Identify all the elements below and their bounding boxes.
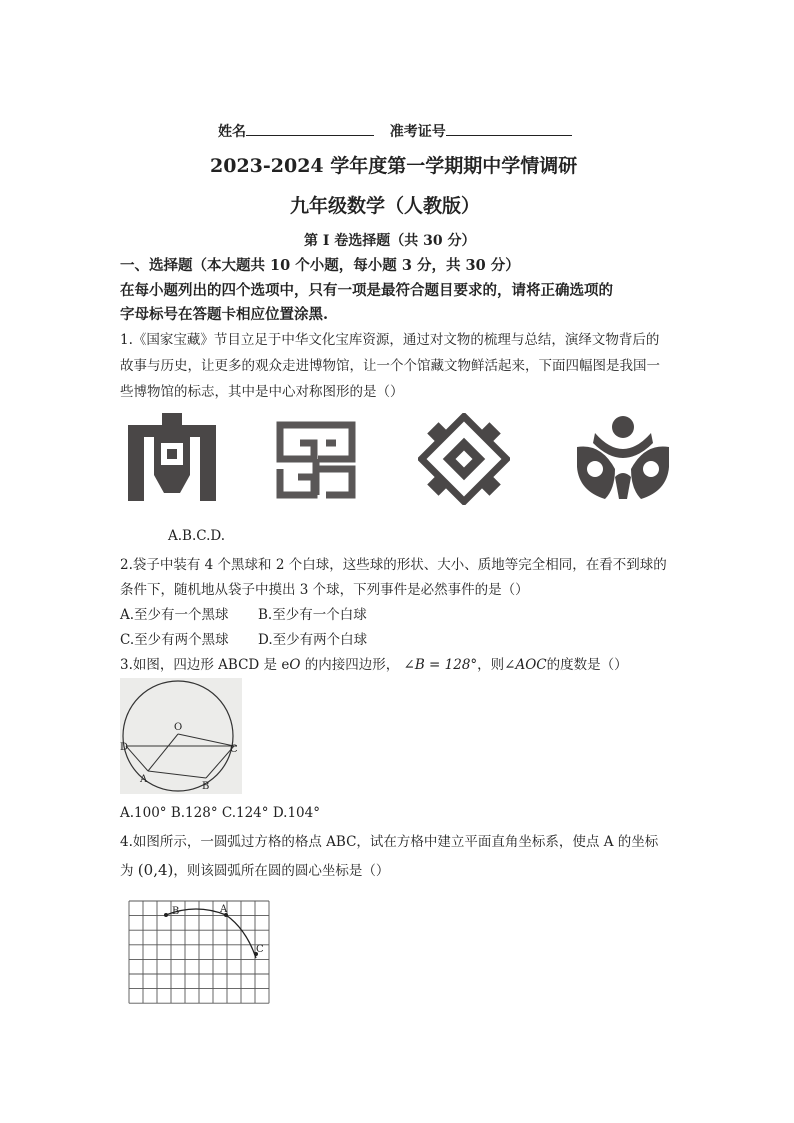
- q3-middle-2: ，则: [477, 657, 505, 673]
- q3-middle: 的内接四边形，: [304, 657, 400, 673]
- q1-line-3: 些博物馆的标志，其中是中心对称图形的是（）: [120, 384, 404, 400]
- exam-id-label: 准考证号: [389, 124, 446, 140]
- q3-options: A.100° B.128° C.124° D.104°: [120, 805, 320, 821]
- q3-label-o: O: [174, 722, 183, 733]
- section-heading: 一、选择题（本大题共 10 个小题，每小题 3 分，共 30 分）: [120, 257, 520, 274]
- q3-angle-b: ∠B = 128°: [403, 657, 478, 673]
- q4-line-1: 4.如图所示，一圆弧过方格的格点 ABC，试在方格中建立平面直角坐标系，使点 A 的坐标: [120, 834, 659, 850]
- q4-label-c: C: [256, 944, 264, 955]
- q2-option-d: D.至少有两个白球: [258, 632, 368, 648]
- q4-line-2-prefix: 为: [120, 863, 134, 879]
- museum-logo-c: [418, 413, 510, 505]
- q4-grid-figure: [126, 898, 272, 1006]
- museum-logo-a: [128, 413, 216, 501]
- q3-label-a: A: [140, 774, 148, 785]
- q4-coordinate: (0,4): [137, 861, 174, 879]
- museum-logo-d: [575, 413, 671, 501]
- q3-prefix: 3.如图，四边形 ABCD 是: [120, 657, 278, 673]
- page-title: 2023-2024 学年度第一学期期中学情调研: [210, 155, 578, 177]
- q2-option-c: C.至少有两个黑球: [120, 632, 229, 648]
- q1-line-1: 1.《国家宝藏》节目立足于中华文化宝库资源，通过对文物的梳理与总结，演绎文物背后的: [120, 332, 660, 348]
- section-instruction-1: 在每小题列出的四个选项中，只有一项是最符合题目要求的，请将正确选项的: [120, 282, 613, 299]
- q1-line-2: 故事与历史，让更多的观众走进博物馆，让一个个馆藏文物鲜活起来，下面四幅图是我国一: [120, 358, 660, 374]
- q3-stem: [120, 653, 628, 673]
- q3-label-c: C: [230, 744, 238, 755]
- q3-circle-figure: [120, 678, 242, 794]
- volume-title: 第 I 卷选择题（共 30 分）: [304, 233, 476, 249]
- q4-line-2-suffix: ，则该圆弧所在圆的圆心坐标是（）: [173, 863, 390, 879]
- q2-line-1: 2.袋子中装有 4 个黑球和 2 个白球，这些球的形状、大小、质地等完全相同，在看不到球的: [120, 557, 667, 573]
- q4-line-2: [120, 859, 389, 879]
- q3-suffix: 的度数是（）: [546, 657, 628, 673]
- q4-label-a: A: [220, 904, 228, 915]
- q2-option-a: A.至少有一个黑球: [120, 607, 229, 623]
- name-label: 姓名: [218, 124, 246, 140]
- q3-circle-o: O: [289, 657, 301, 673]
- section-instruction-2: 字母标号在答题卡相应位置涂黑.: [120, 306, 329, 323]
- q3-label-b: B: [202, 781, 210, 792]
- q4-label-b: B: [172, 906, 180, 917]
- q2-option-b: B.至少有一个白球: [258, 607, 367, 623]
- exam-id-blank[interactable]: [446, 121, 572, 136]
- header-line: [218, 121, 572, 141]
- page-subtitle: 九年级数学（人教版）: [290, 195, 481, 217]
- q2-line-2: 条件下，随机地从袋子中摸出 3 个球，下列事件是必然事件的是（）: [120, 582, 529, 598]
- q1-options: A.B.C.D.: [168, 528, 226, 544]
- name-blank[interactable]: [246, 121, 374, 136]
- q3-angle-aoc: ∠AOC: [504, 657, 547, 673]
- museum-logo-b: [274, 421, 358, 499]
- q3-label-d: D: [120, 742, 129, 753]
- q3-circle-symbol: e: [281, 657, 290, 673]
